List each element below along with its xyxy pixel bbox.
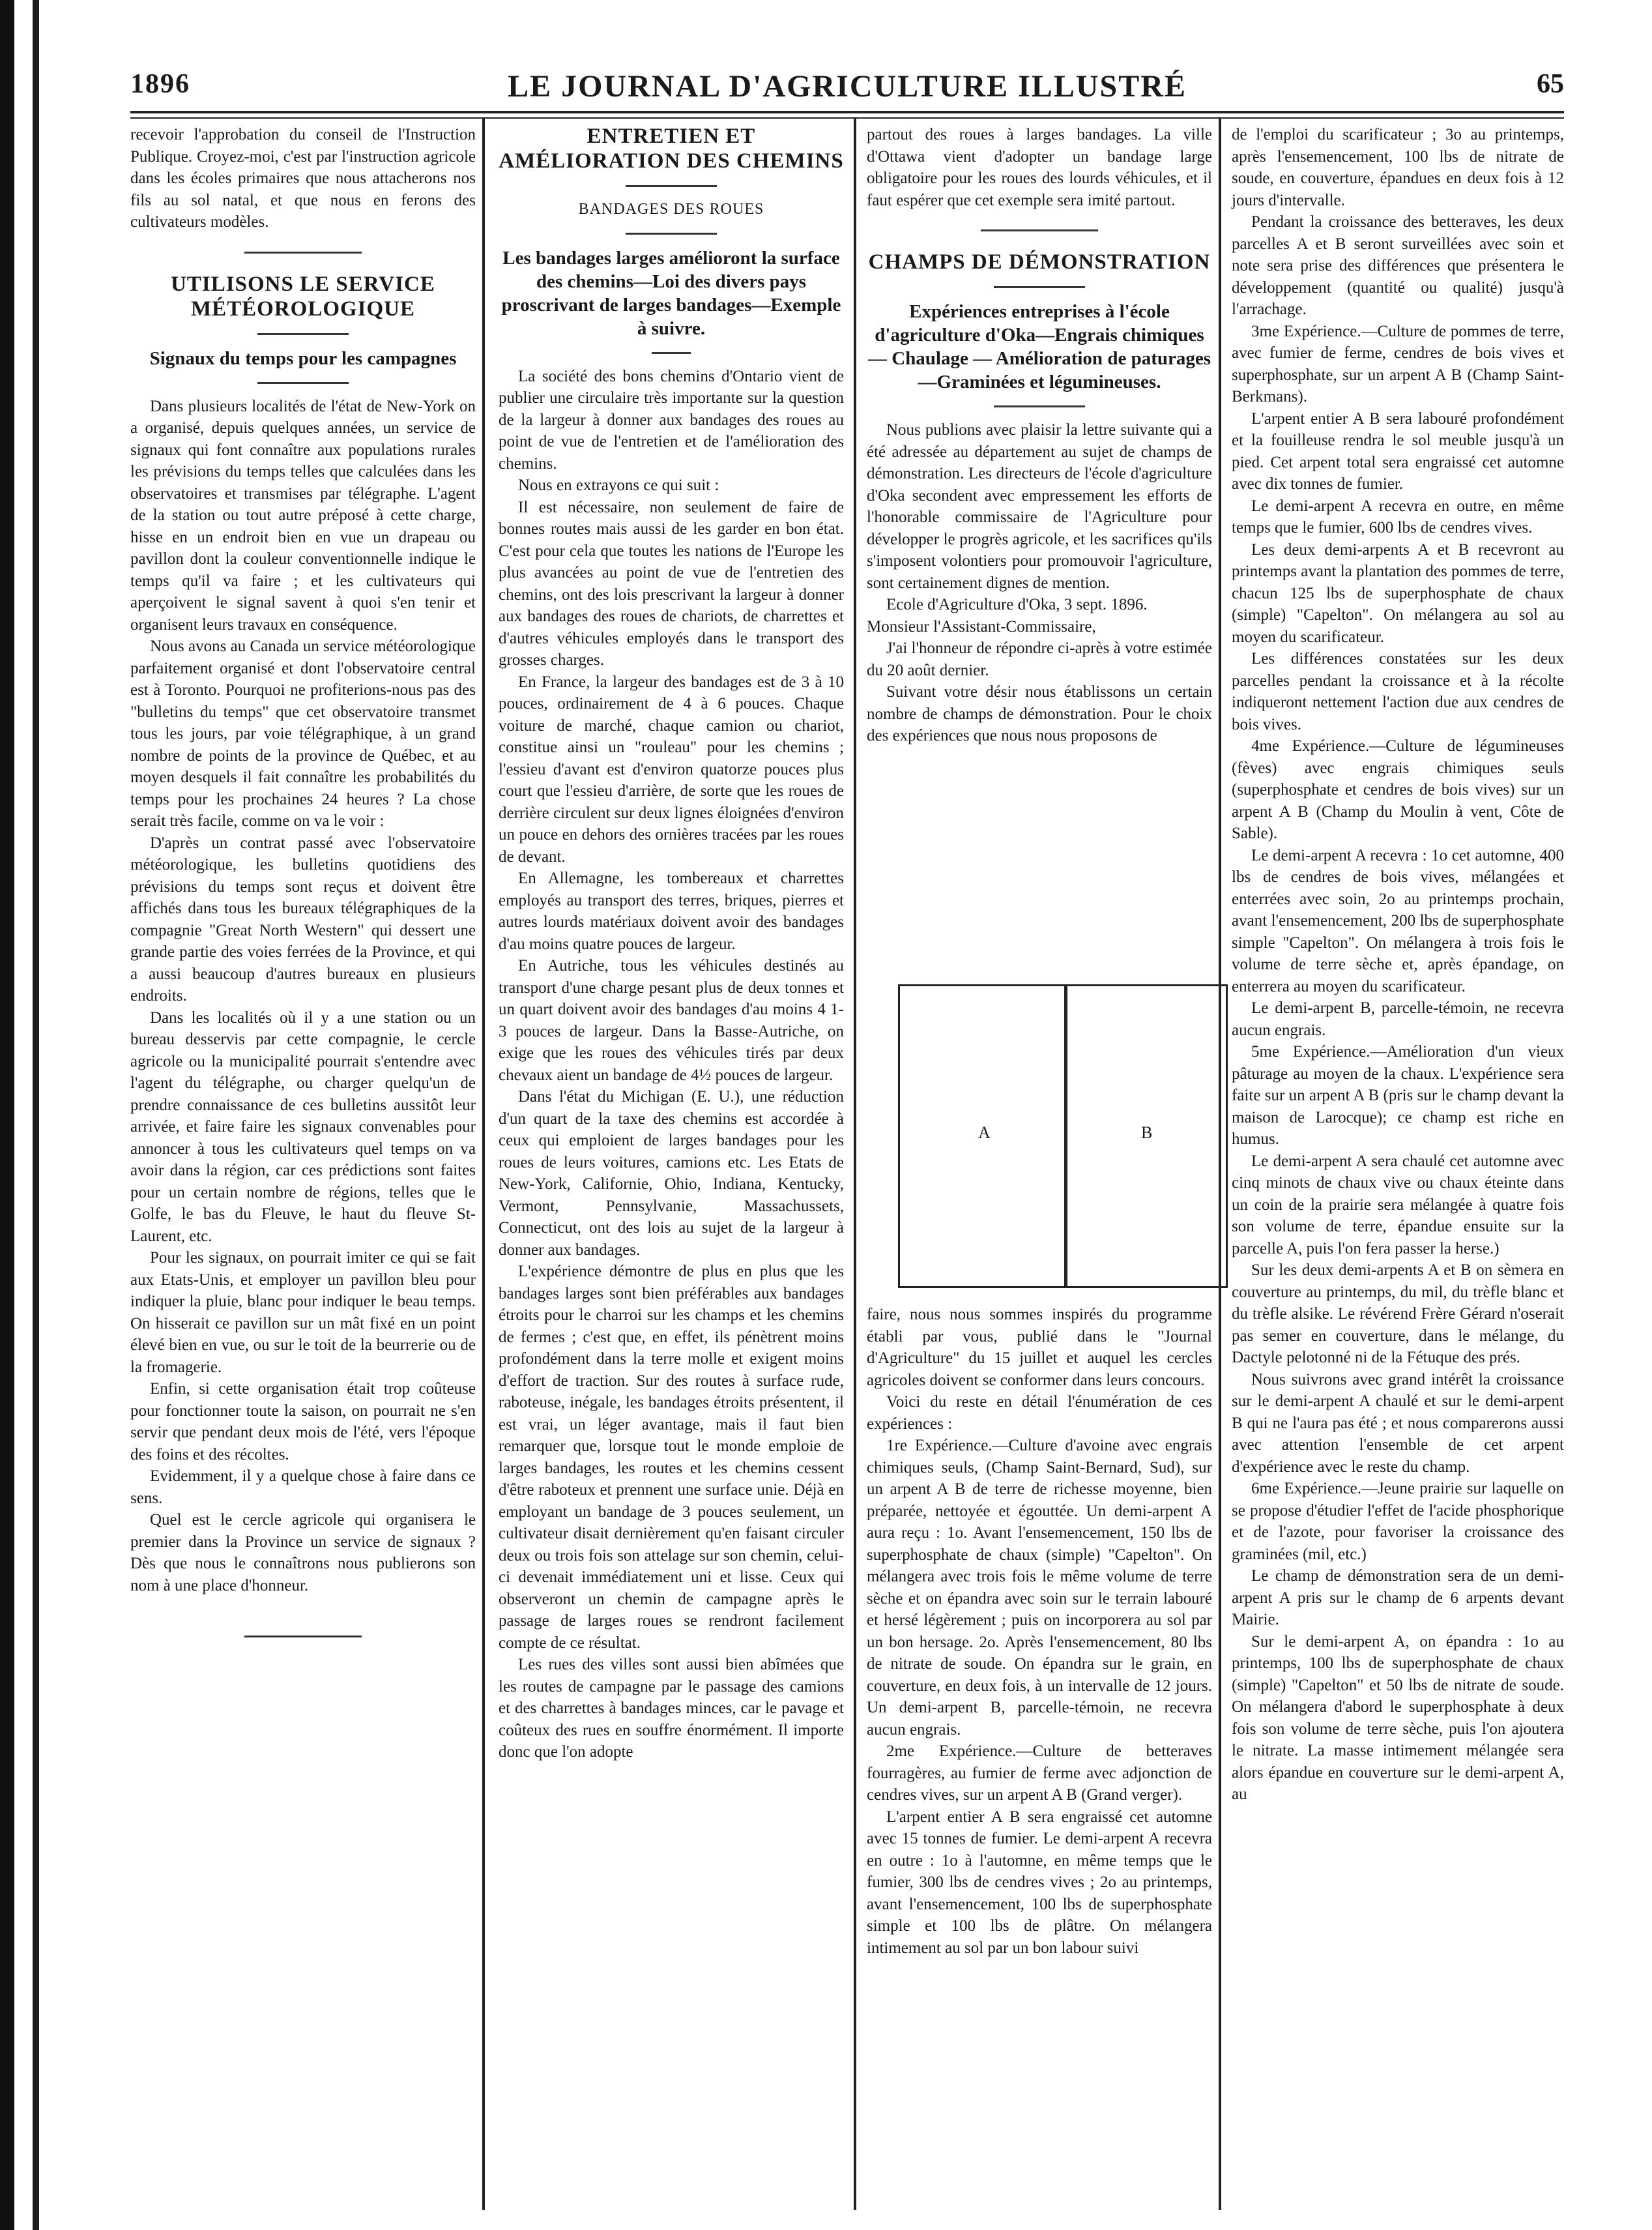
paragraph: J'ai l'honneur de répondre ci-après à votre estimée du 20 août dernier.: [867, 639, 1212, 679]
page-header: [130, 62, 1564, 108]
paragraph: Enfin, si cette organisation était trop coûteuse pour fonctionner toute la saison, on pourrait ne s'en servir que pendant deux mois de l'été, vers l'époque des foins et des récoltes.: [130, 1380, 476, 1463]
paragraph: En France, la largeur des bandages est de 3 à 10 pouces, ordinairement de 4 à 6 pouces. Chaque voiture de marché, chaque camion ou chariot, constitue ainsi un "rouleau" pour les chemins ; l'essieu d'avant est d'environ quatorze pouces plus court que l'essieu d'arrière, de sorte que les roues de derrière circulent sur deux lignes éloignées d'environ un pouce en dehors des ornières tracées par les roues de devant.: [499, 673, 844, 866]
paragraph: Les rues des villes sont aussi bien abîmées que les routes de campagne par le passage des camions et des charrettes à bandages minces, car le pavage et coûteux des rues en souffre énormément. Il importe donc que l'on adopte: [499, 1656, 844, 1761]
rule: [626, 185, 717, 187]
header-year: 1896: [130, 69, 190, 99]
paragraph: Evidemment, il y a quelque chose à faire dans ce sens.: [130, 1467, 476, 1507]
paragraph: L'arpent entier A B sera labouré profondément et la fouilleuse rendra le sol meuble jusqu'à un pied. Cet arpent total sera engraissé cet automne avec dix tonnes de fumier.: [1232, 409, 1564, 493]
article-subtitle: Les bandages larges amélioront la surface des chemins—Loi des divers pays proscrivant de larges bandages—Exemple à suivre.: [501, 247, 841, 339]
paragraph: de l'emploi du scarificateur ; 3o au printemps, après l'ensemencement, 100 lbs de nitrate de soude, en couverture, épandues en deux fois à 12 jours d'intervalle.: [1232, 126, 1564, 209]
paragraph: Nous suivrons avec grand intérêt la croissance sur le demi-arpent A chaulé et sur le demi-arpent B qui ne l'aura pas été ; et nous comparerons aussi avec attention l'ensemble de cet arpent d'expérience avec le reste du champ.: [1232, 1370, 1564, 1476]
paragraph: Dans plusieurs localités de l'état de New-York on a organisé, depuis quelques années, un service de signaux qui font connaître aux populations rurales les prévisions du temps telles que calculées dans les observatoires et transmises par télégraphe. L'agent de la station ou tout autre préposé à cette charge, hisse en un endroit bien en vue un drapeau ou pavillon dont la couleur conventionnelle indique le temps qu'il va faire ; et les cultivateurs qui aperçoivent le signal savent à quoi s'en tenir et organisent leurs travaux en conséquence.: [130, 397, 476, 634]
column-2: [499, 124, 844, 1763]
plot-divider: [1064, 986, 1067, 1286]
paragraph: 6me Expérience.—Jeune prairie sur laquelle on se propose d'étudier l'effet de l'acide phosphorique et de l'azote, pour favoriser la croissance des graminées (mil, etc.): [1232, 1480, 1564, 1563]
header-rule: [130, 111, 1564, 113]
scan-edge: [0, 0, 14, 2230]
col1-intro: recevoir l'approbation du conseil de l'Instruction Publique. Croyez-moi, c'est par l'instruction agricole dans les écoles primaires que nous attacherons nos fils au sol natal, et que nous en ferons des cultivateurs modèles.: [130, 126, 476, 231]
paragraph: Pour les signaux, on pourrait imiter ce qui se fait aux Etats-Unis, et employer un pavillon bleu pour indiquer la pluie, blanc pour indiquer le beau temps. On hisserait ce pavillon sur un mât fixé en un point élevé bien en vue, ou sur le toit de la beurrerie ou de la fromagerie.: [130, 1249, 476, 1376]
paragraph: 4me Expérience.—Culture de légumineuses (fèves) avec engrais chimiques seuls (superphosphate et cendres de bois vives) sur un arpent A B (Champ du Moulin à vent, Côte de Sable).: [1232, 737, 1564, 842]
paragraph: 3me Expérience.—Culture de pommes de terre, avec fumier de ferme, cendres de bois vives et superphosphate, sur un arpent A B (Champ Saint-Berkmans).: [1232, 322, 1564, 405]
column-3-continued: [867, 1304, 1212, 1959]
paragraph: En Autriche, tous les véhicules destinés au transport d'une charge pesant plus de deux tonnes et un quart doivent avoir des bandages d'au moins 4 1-3 pouces de largeur. Dans la Basse-Autriche, on exige que les roues des véhicules tirés par deux chevaux aient un bandage de 4½ pouces de largeur.: [499, 957, 844, 1084]
paragraph: Nous publions avec plaisir la lettre suivante qui a été adressée au département au sujet de champs de démonstration. Les directeurs de l'école d'agriculture d'Oka secondent avec empressement les efforts de l'honorable commissaire de l'Agriculture pour développer le progrès agricole, et les sacrifices qu'ils s'imposent volontiers pour promouvoir l'agriculture, sont certainement dignes de mention.: [867, 421, 1212, 592]
column-3: [867, 124, 1212, 747]
column-4: [1232, 124, 1564, 1806]
dateline: Ecole d'Agriculture d'Oka, 3 sept. 1896.: [886, 596, 1148, 613]
paragraph: En Allemagne, les tombereaux et charrettes employés au transport des terres, briques, pierres et autres lourds matériaux doivent avoir des bandages d'au moins quatre pouces de largeur.: [499, 870, 844, 953]
paragraph: Dans les localités où il y a une station ou un bureau desservis par cette compagnie, le cercle agricole ou la municipalité pourrait s'entendre avec l'agent du télégraphe, ou charger quelqu'un de prendre connaissance de ces bulletins aussitôt leur arrivée, et faire faire les signaux convenables pour annoncer à tous les cultivateurs quel temps on va avoir dans la région, car ces prédictions sont faites pour un certain nombre de régions, telles que le Golfe, le bas du Fleuve, le haut du fleuve St-Laurent, etc.: [130, 1008, 476, 1245]
column-divider: [854, 117, 856, 2210]
col3-intro: partout des roues à larges bandages. La ville d'Ottawa vient d'adopter un bandage large obligatoire pour les roues des lourds véhicules, et il faut espérer que cet exemple sera imité partout.: [867, 126, 1212, 209]
page-number: 65: [1537, 69, 1564, 99]
scan-edge-line: [33, 0, 39, 2230]
article-subtitle: Signaux du temps pour les campagnes: [149, 347, 457, 369]
paragraph: L'arpent entier A B sera engraissé cet automne avec 15 tonnes de fumier. Le demi-arpent A recevra en outre : 1o à l'automne, en même temps que le fumier, 300 lbs de cendres vives ; 2o au printemps, avant l'ensemencement, 100 lbs de superphosphate simple et 100 lbs de plâtre. On mélangera intimement au sol par un bon labour suivi: [867, 1808, 1212, 1957]
paragraph: Sur le demi-arpent A, on épandra : 1o au printemps, 100 lbs de superphosphate de chaux (simple) "Capelton" et 50 lbs de nitrate de soude. On mélangera d'abord le superphosphate à deux fois son volume de terre sèche, puis l'on ajoutera le nitrate. La masse intimement mélangée sera alors épandue en couverture sur le demi-arpent A, au: [1232, 1632, 1564, 1803]
paragraph: Le demi-arpent A recevra : 1o cet automne, 400 lbs de cendres de bois vives, mélangées et enterrées avec soin, 2o au printemps prochain, avant l'ensemencement, 200 lbs de superphosphate simple "Capelton". On mélangera à trois fois le volume de terre sèche et, après épandage, on enterrera au moyen du scarificateur.: [1232, 846, 1564, 995]
paragraph: 2me Expérience.—Culture de betteraves fourragères, au fumier de ferme avec adjonction de cendres vives, sur un arpent A B (Grand verger).: [867, 1742, 1212, 1804]
paragraph: Le demi-arpent A sera chaulé cet automne avec cinq minots de chaux vive ou chaux éteinte dans un coin de la prairie sera mélangée à quatre fois son volume de terre, épandue ensuite sur la parcelle A, puis l'on fera passer la herse.): [1232, 1152, 1564, 1257]
rule: [652, 352, 691, 354]
rule: [994, 286, 1085, 288]
paragraph: Le demi-arpent B, parcelle-témoin, ne recevra aucun engrais.: [1232, 999, 1564, 1039]
paragraph: Suivant votre désir nous établissons un certain nombre de champs de démonstration. Pour le choix des expériences que nous nous proposons de: [867, 683, 1212, 744]
paragraph: Pendant la croissance des betteraves, les deux parcelles A et B seront surveillées avec soin et note sera prise des différences que présentera le développement (quantité ou qualité) jusqu'à l'arrachage.: [1232, 213, 1564, 318]
paragraph: La société des bons chemins d'Ontario vient de publier une circulaire très importante sur la question de la largeur à donner aux bandages des roues au point de vue de l'entretien et de l'amélioration des chemins.: [499, 367, 844, 473]
paragraph: Sur les deux demi-arpents A et B on sèmera en couverture au printemps, du mil, du trèfle blanc et du trèfle alsike. Le révérend Frère Gérard n'oserait pas semer en couverture, dans le mélange, du Dactyle pelotonné ni de la Fétuque des prés.: [1232, 1261, 1564, 1366]
paragraph: Le demi-arpent A recevra en outre, en même temps que le fumier, 600 lbs de cendres vives.: [1232, 497, 1564, 536]
paragraph: 1re Expérience.—Culture d'avoine avec engrais chimiques seuls, (Champ Saint-Bernard, Sud), sur un arpent A B de terre de richesse moyenne, bien préparée, nettoyée et égouttée. Un demi-arpent A aura reçu : 1o. Avant l'ensemencement, 150 lbs de superphosphate de chaux (simple) "Capelton". On mélangera avec trois fois le même volume de terre sèche et on épandra avec soin sur le terrain labouré et hersé légèrement ; puis on incorporera au sol par un bon hersage. 2o. Après l'ensemencement, 80 lbs de nitrate de soude. On épandra sur le grain, en couverture, en deux fois, à un intervalle de 12 jours. Un demi-arpent B, parcelle-témoin, ne recevra aucun engrais.: [867, 1437, 1212, 1739]
paragraph: Nous avons au Canada un service météorologique parfaitement organisé et dont l'observatoire central est à Toronto. Pourquoi ne profiterions-nous pas des "bulletins du temps" que cet observatoire transmet tous les jours, par voie télégraphique, à un grand nombre de points de la province de Québec, et au moyen desquels il fait connaître les probabilités du temps pour les prochaines 24 heures ? La chose serait très facile, comme on va le voir :: [130, 638, 476, 830]
paragraph: Les deux demi-arpents A et B recevront au printemps avant la plantation des pommes de terre, chacun 125 lbs de superphosphate de chaux (simple) "Capelton". On mélangera au sol au moyen du scarificateur.: [1232, 540, 1564, 646]
column-1: [130, 124, 476, 1656]
salutation: Monsieur l'Assistant-Commissaire,: [867, 617, 1096, 636]
paragraph: faire, nous nous sommes inspirés du programme établi par vous, publié dans le "Journal d'Agriculture" du 15 juillet et auquel les cercles agricoles doivent se conformer dans leurs concours.: [867, 1306, 1212, 1389]
paragraph: 5me Expérience.—Amélioration d'un vieux pâturage au moyen de la chaux. L'expérience sera faite sur un arpent A B (pris sur le champ devant la maison de Larocque); ce champ est riche en humus.: [1232, 1043, 1564, 1148]
plot-label-a: A: [978, 1123, 991, 1142]
paragraph: Nous en extrayons ce qui suit :: [518, 477, 719, 494]
rule: [244, 1636, 362, 1637]
paragraph: Quel est le cercle agricole qui organisera le premier dans la Province un service de signaux ? Dès que nous le connaîtrons nous publierons son nom à une place d'honneur.: [130, 1511, 476, 1594]
rule: [257, 382, 349, 384]
article-title: ENTRETIEN ET AMÉLIORATION DES CHEMINS: [499, 125, 844, 173]
header-rule-thin: [130, 117, 1564, 119]
paragraph: Voici du reste en détail l'énumération de ces expériences :: [867, 1393, 1212, 1433]
paragraph: Il est nécessaire, non seulement de faire de bonnes routes mais aussi de les garder en bon état. C'est pour cela que toutes les nations de l'Europe les plus avancées au point de vue de l'entretien des chemins, ont des lois prescrivant la largeur à donner aux bandages des roues de chariots, de charrettes et d'autres véhicules employés dans le transport des grosses charges.: [499, 498, 844, 669]
article-subtitle: Expériences entreprises à l'école d'agriculture d'Oka—Engrais chimiques — Chaulage — Amélioration de paturages—Graminées et légumineuses.: [867, 301, 1211, 392]
article-title: CHAMPS DE DÉMONSTRATION: [868, 250, 1211, 274]
field-plot-diagram: [898, 984, 1228, 1288]
rule: [257, 333, 349, 335]
paragraph: Le champ de démonstration sera de un demi-arpent A pris sur le champ de 6 arpents devant Mairie.: [1232, 1567, 1564, 1628]
rule: [981, 229, 1098, 231]
paragraph: Dans l'état du Michigan (E. U.), une réduction d'un quart de la taxe des chemins est accordée à ceux qui emploient de larges bandages pour les roues de leurs voitures, camions etc. Les Etats de New-York, Californie, Ohio, Indiana, Kentucky, Vermont, Pennsylvanie, Massachussets, Connecticut, ont des lois au sujet de la largeur à donner aux bandages.: [499, 1088, 844, 1259]
rule: [994, 405, 1085, 407]
plot-label-b: B: [1141, 1123, 1153, 1142]
section-title: BANDAGES DES ROUES: [578, 201, 764, 218]
paragraph: D'après un contrat passé avec l'observatoire météorologique, les bulletins quotidiens des prévisions du temps sont reçus et doivent être affichés dans tous les bureaux télégraphiques de la compagnie "Great North Western" qui dessert une grande partie des voies ferrées de la Province, et qui a aussi beaucoup d'autres bureaux en plusieurs endroits.: [130, 834, 476, 1005]
masthead: LE JOURNAL D'AGRICULTURE ILLUSTRÉ: [508, 69, 1187, 104]
paragraph: Les différences constatées sur les deux parcelles pendant la croissance et à la récolte indiqueront nettement l'action due aux cendres de bois vives.: [1232, 650, 1564, 733]
column-divider: [482, 117, 485, 2210]
rule: [626, 233, 717, 235]
paragraph: L'expérience démontre de plus en plus que les bandages larges sont bien préférables aux bandages étroits pour le charroi sur les champs et les chemins de fermes ; c'est que, en effet, ils pénètrent moins profondément dans la terre molle et exigent moins d'effort de traction. Sur des routes à surface rude, raboteuse, inégale, les bandages étroits présentent, il est vrai, un léger avantage, mais il faut bien remarquer que, lorsque tout le monde emploie de larges bandages, les routes et les chemins cessent d'être raboteux et prennent une surface unie. Déjà en employant un bandage de 3 pouces seulement, un cultivateur disait dernièrement qu'en faisant circuler deux ou trois fois son attelage sur son chemin, celui-ci devenait immédiatement uni et lisse. Ceux qui observeront un chemin de campagne après le passage de larges roues se rendront facilement compte de ce résultat.: [499, 1263, 844, 1652]
rule: [244, 252, 362, 254]
article-title: UTILISONS LE SERVICE MÉTÉOROLOGIQUE: [171, 272, 435, 321]
